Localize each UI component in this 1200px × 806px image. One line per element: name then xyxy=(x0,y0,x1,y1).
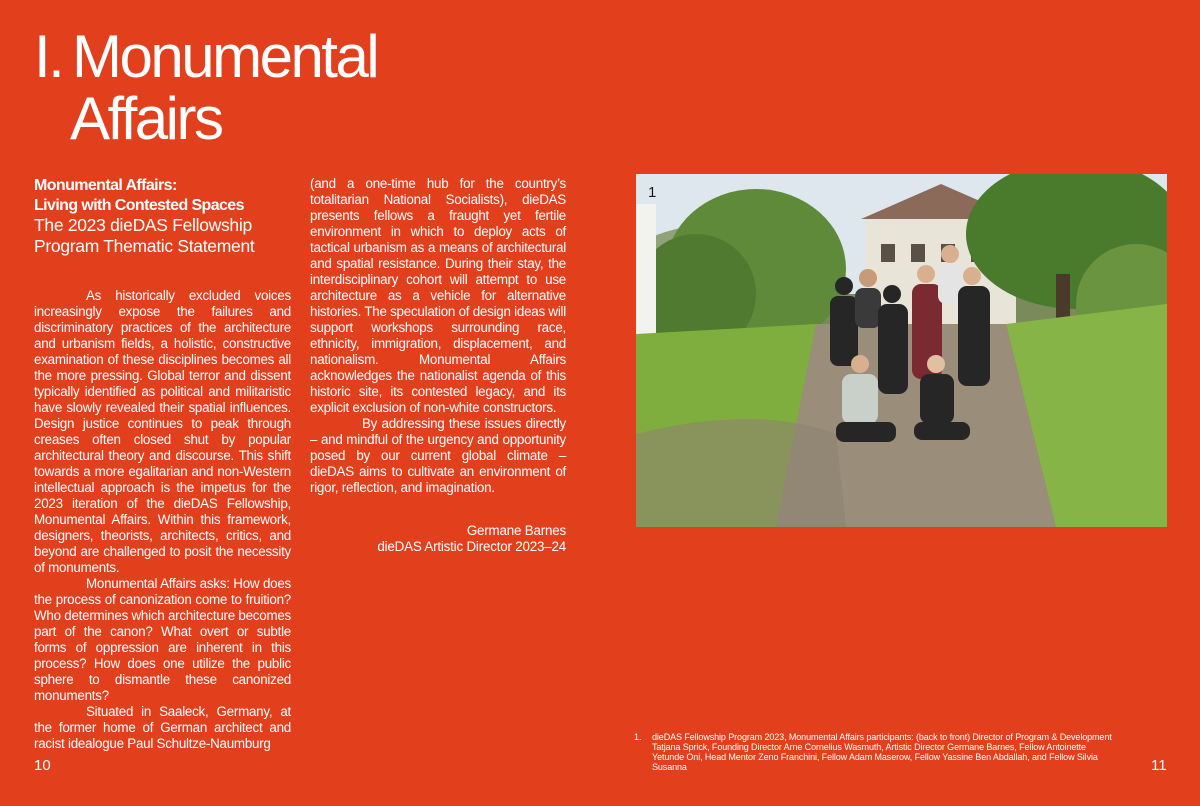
body-paragraph-3-continued: (and a one-time hub for the country’s totalitarian National Socialists), dieDAS presents fellows a fraught yet fertile environment in which to deploy acts of tactical urbanism as a means of architectural and spatial resistance. During their stay, the interdisciplinary cohort will attempt to use architecture as a vehicle for alternative histories. The speculation of design ideas will support workshops surrounding race, ethnicity, immigration, displacement, and nationalism. Monumental Affairs acknowledges the nationalist agenda of this historic site, its contested legacy, and its explicit exclusion of non-white constructors. xyxy=(310,176,566,415)
caption-number: 1. xyxy=(634,732,642,742)
figure-caption: dieDAS Fellowship Program 2023, Monumental Affairs participants: (back to front) Director of Program & Development Tatjana Sprick, Founding Director Arne Cornelius Wasmuth, Artistic Director Germane Barnes, Fellow Antoinette Yetunde Oni, Head Mentor Zeno Franchini, Fellow Adam Maserow, Fellow Yassine Ben Abdallah, and Fellow Silvia Susanna xyxy=(652,732,1112,772)
subheading-bold-line2: Living with Contested Spaces xyxy=(34,197,244,214)
page-number-right: 11 xyxy=(1151,757,1167,774)
group-photo-illustration xyxy=(636,174,1167,527)
page-number-left: 10 xyxy=(34,757,51,774)
subheading-regular-line2: Program Thematic Statement xyxy=(34,236,255,256)
subheading-bold-line1: Monumental Affairs: xyxy=(34,177,177,194)
chapter-number: I. xyxy=(34,23,63,90)
group-photo xyxy=(636,174,1167,527)
signature-role: dieDAS Artistic Director 2023–24 xyxy=(377,539,566,554)
chapter-title-line1: Monumental xyxy=(72,23,378,90)
signature-name: Germane Barnes xyxy=(466,523,566,538)
body-paragraph-3: Situated in Saaleck, Germany, at the former home of German architect and racist idealogue Paul Schultze-Naumburg xyxy=(34,704,291,751)
chapter-title-line2: Affairs xyxy=(70,85,222,152)
body-column-left xyxy=(34,288,291,752)
body-column-middle xyxy=(310,176,566,496)
body-paragraph-2: Monumental Affairs asks: How does the process of canonization come to fruition? Who determines which architecture becomes part of the canon? What overt or subtle forms of oppression are inherent in this process? How does one utilize the public sphere to dismantle these canonized monuments? xyxy=(34,576,291,703)
figure-number: 1 xyxy=(648,184,657,201)
body-paragraph-4: By addressing these issues directly – and mindful of the urgency and opportunity posed by our current global climate – dieDAS aims to cultivate an environment of rigor, reflection, and imagination. xyxy=(310,416,566,495)
subheading-regular-line1: The 2023 dieDAS Fellowship xyxy=(34,215,252,235)
body-paragraph-1: As historically excluded voices increasingly expose the failures and discriminatory practices of the architecture and urbanism fields, a holistic, constructive examination of these disciplines becomes all the more pressing. Global terror and dissent typically identified as political and militaristic have slowly revealed their spatial influences. Design justice continues to peak through creases often closed shut by popular architectural theory and discourse. This shift towards a more egalitarian and non-Western intellectual approach is the impetus for the 2023 iteration of the dieDAS Fellowship, Monumental Affairs. Within this framework, designers, theorists, architects, critics, and beyond are challenged to posit the necessity of monuments. xyxy=(34,288,291,575)
